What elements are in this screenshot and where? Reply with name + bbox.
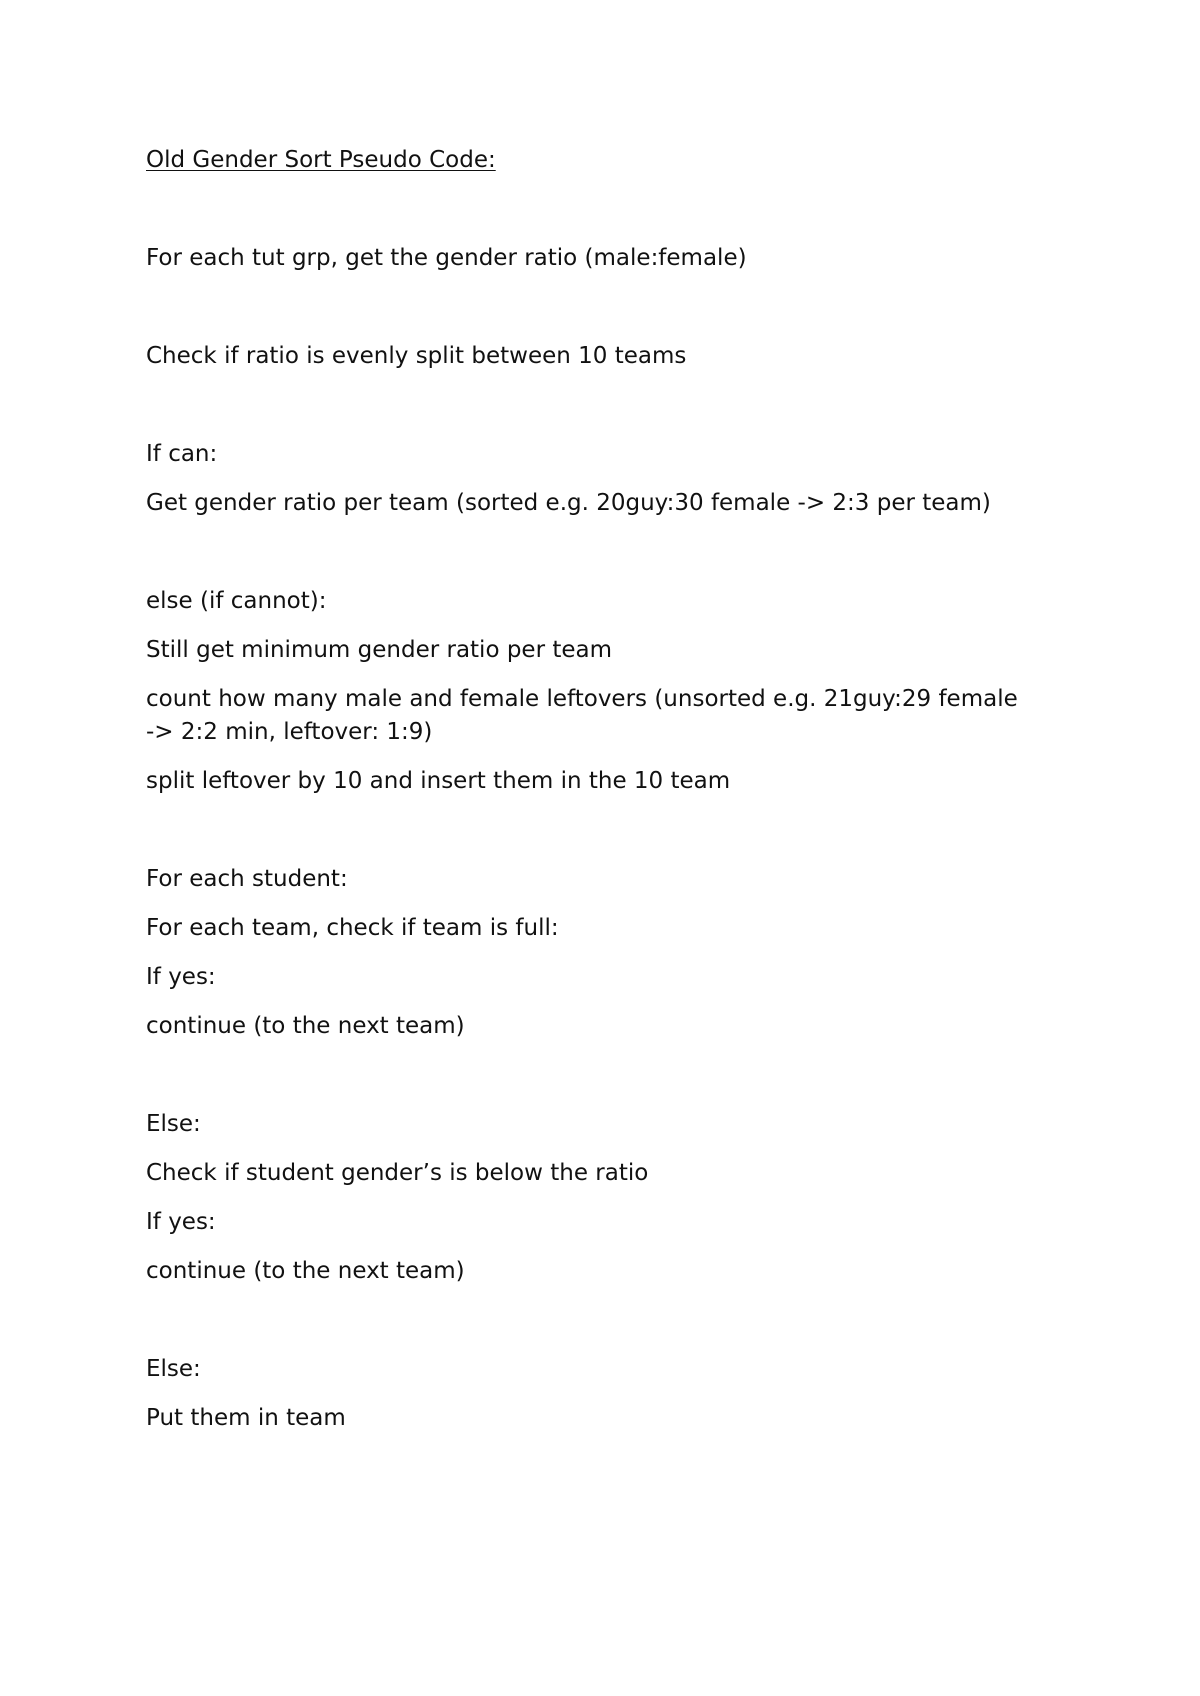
text-line: If yes: [146,964,216,990]
text-line: Still get minimum gender ratio per team [146,637,613,663]
text-line: For each student: [146,866,348,892]
text-line: continue (to the next team) [146,1258,465,1284]
text-line: Check if ratio is evenly split between 10 teams [146,343,687,369]
text-line: If can: [146,441,218,467]
text-line: Else: [146,1111,201,1137]
text-line: Put them in team [146,1405,346,1431]
text-line: Else: [146,1356,201,1382]
text-line: For each tut grp, get the gender ratio (male:female) [146,245,747,271]
text-line: Get gender ratio per team (sorted e.g. 20guy:30 female -> 2:3 per team) [146,490,991,516]
document-title: Old Gender Sort Pseudo Code: [146,147,496,173]
text-line: continue (to the next team) [146,1013,465,1039]
text-line: split leftover by 10 and insert them in the 10 team [146,768,731,794]
text-line: else (if cannot): [146,588,327,614]
text-line: count how many male and female leftovers (unsorted e.g. 21guy:29 female -> 2:2 min, leftover: 1:9) [146,686,1018,745]
text-line: If yes: [146,1209,216,1235]
text-line: Check if student gender’s is below the ratio [146,1160,649,1186]
text-line: For each team, check if team is full: [146,915,559,941]
